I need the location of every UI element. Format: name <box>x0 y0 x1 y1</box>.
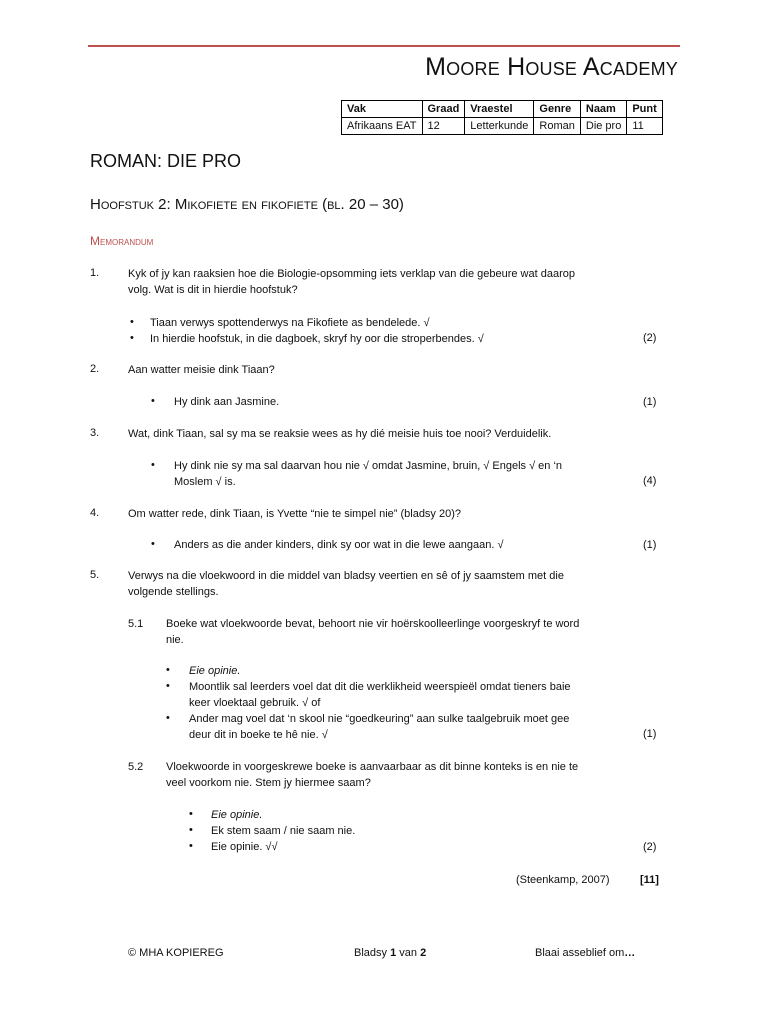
turn-dots: … <box>624 947 636 959</box>
bullet-icon: • <box>130 316 134 328</box>
mark-value: (2) <box>643 332 657 344</box>
sub-question-text: Vloekwoorde in voorgeskrewe boeke is aanvaarbaar as dit binne konteks is en nie te <box>166 761 579 773</box>
answer-text: Eie opinie. <box>189 665 241 677</box>
copyright-text: © MHA KOPIEREG <box>128 947 224 959</box>
header-punt: Punt <box>627 101 662 118</box>
source-citation: (Steenkamp, 2007) <box>516 874 610 886</box>
answer-text: Ander mag voel dat ‘n skool nie “goedkeuring” aan sulke taalgebruik moet gee <box>189 713 570 725</box>
mark-value: (1) <box>643 728 657 740</box>
answer-text: deur dit in boeke te hê nie. √ <box>189 729 328 741</box>
total-marks: [11] <box>640 874 659 886</box>
header-naam: Naam <box>580 101 626 118</box>
question-number: 4. <box>90 507 100 519</box>
bullet-icon: • <box>189 808 193 820</box>
academy-name: Moore House Academy <box>425 53 678 81</box>
value-punt: 11 <box>627 118 662 135</box>
sub-question-text: nie. <box>166 634 184 646</box>
info-table-header <box>342 101 663 118</box>
sub-question-text: veel voorkom nie. Stem jy hiermee saam? <box>166 777 371 789</box>
value-graad: 12 <box>422 118 465 135</box>
question-text: Aan watter meisie dink Tiaan? <box>128 364 275 376</box>
info-table-row <box>342 118 663 135</box>
question-text: Verwys na die vloekwoord in die middel van bladsy veertien en sê of jy saamstem met die <box>128 570 564 582</box>
page-indicator <box>354 947 426 959</box>
answer-text: Ek stem saam / nie saam nie. <box>211 825 356 837</box>
info-table <box>341 100 663 135</box>
answer-text: In hierdie hoofstuk, in die dagboek, skryf hy oor die stroperbendes. √ <box>150 333 484 345</box>
bullet-icon: • <box>151 538 155 550</box>
mark-value: (2) <box>643 841 657 853</box>
sub-question-number: 5.2 <box>128 761 144 773</box>
question-text: volgende stellings. <box>128 586 219 598</box>
answer-text: Anders as die ander kinders, dink sy oor wat in die lewe aangaan. √ <box>174 539 504 551</box>
sub-question-text: Boeke wat vloekwoorde bevat, behoort nie vir hoërskoolleerlinge voorgeskryf te word <box>166 618 580 630</box>
value-naam: Die pro <box>580 118 626 135</box>
bullet-icon: • <box>166 680 170 692</box>
question-number: 3. <box>90 427 100 439</box>
header-vraestel: Vraestel <box>465 101 534 118</box>
memorandum-heading: Memorandum <box>90 234 154 248</box>
page-total: 2 <box>420 947 427 959</box>
bullet-icon: • <box>166 712 170 724</box>
turn-over-text <box>535 947 635 959</box>
question-number: 1. <box>90 267 100 279</box>
header-graad: Graad <box>422 101 465 118</box>
value-vak: Afrikaans EAT <box>342 118 423 135</box>
bullet-icon: • <box>151 395 155 407</box>
answer-text: Tiaan verwys spottenderwys na Fikofiete as bendelede. √ <box>150 317 430 329</box>
question-number: 2. <box>90 363 100 375</box>
bullet-icon: • <box>189 840 193 852</box>
header-vak: Vak <box>342 101 423 118</box>
bullet-icon: • <box>151 459 155 471</box>
page-prefix: Bladsy <box>354 947 391 959</box>
mark-value: (1) <box>643 396 657 408</box>
question-text: Wat, dink Tiaan, sal sy ma se reaksie wees as hy dié meisie huis toe nooi? Verduidelik. <box>128 428 552 440</box>
turn-label: Blaai asseblief om <box>535 947 625 959</box>
answer-text: Moontlik sal leerders voel dat dit die werklikheid weerspieël omdat tieners baie <box>189 681 571 693</box>
value-vraestel: Letterkunde <box>465 118 534 135</box>
header-rule <box>88 45 680 47</box>
answer-text: Eie opinie. <box>211 809 263 821</box>
question-text: Kyk of jy kan raaksien hoe die Biologie-opsomming iets verklap van die gebeure wat daarop <box>128 268 575 280</box>
answer-text: Hy dink nie sy ma sal daarvan hou nie √ omdat Jasmine, bruin, √ Engels √ en ‘n <box>174 460 563 472</box>
answer-text: Eie opinie. √√ <box>211 841 278 853</box>
answer-text: Moslem √ is. <box>174 476 236 488</box>
answer-text: keer vloektaal gebruik. √ of <box>189 697 321 709</box>
question-number: 5. <box>90 569 100 581</box>
value-genre: Roman <box>534 118 580 135</box>
sub-question-number: 5.1 <box>128 618 144 630</box>
mark-value: (1) <box>643 539 657 551</box>
question-text: Om watter rede, dink Tiaan, is Yvette “nie te simpel nie” (bladsy 20)? <box>128 508 462 520</box>
mark-value: (4) <box>643 475 657 487</box>
header-genre: Genre <box>534 101 580 118</box>
answer-text: Hy dink aan Jasmine. <box>174 396 280 408</box>
page-mid: van <box>396 947 421 959</box>
bullet-icon: • <box>189 824 193 836</box>
page-number: 1 <box>390 947 397 959</box>
question-text: volg. Wat is dit in hierdie hoofstuk? <box>128 284 298 296</box>
bullet-icon: • <box>130 332 134 344</box>
chapter-heading: Hoofstuk 2: Mikofiete en fikofiete (bl. 20 – 30) <box>90 196 404 213</box>
bullet-icon: • <box>166 664 170 676</box>
page-title: ROMAN: DIE PRO <box>90 151 242 171</box>
